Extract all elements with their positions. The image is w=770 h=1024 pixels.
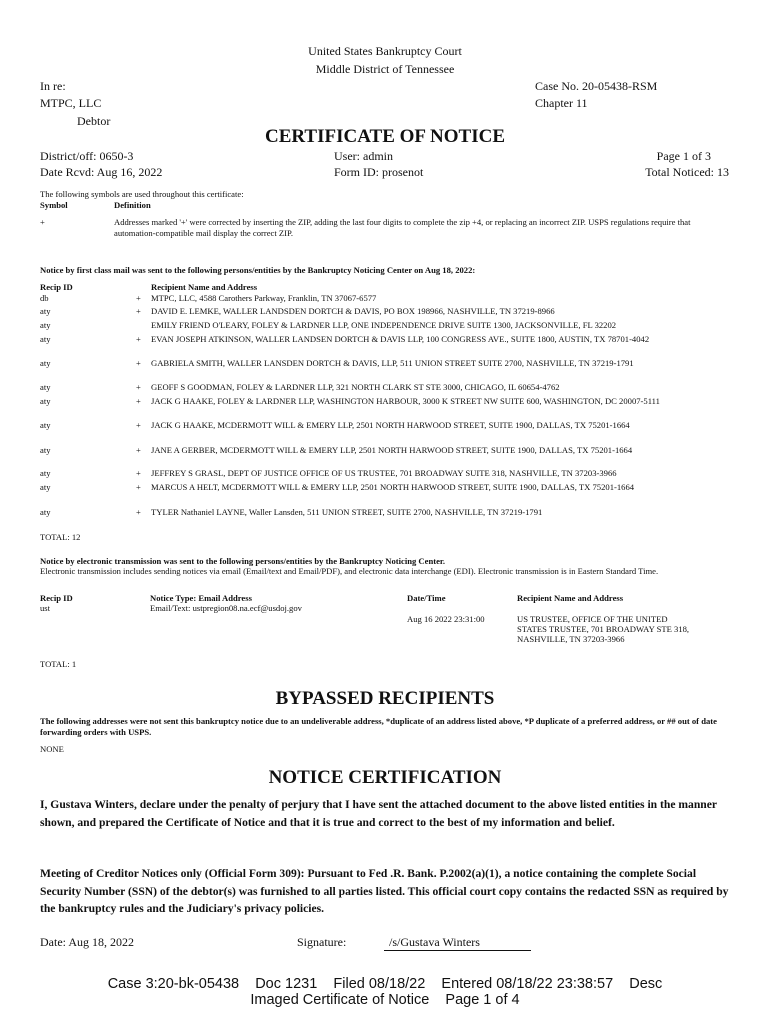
electronic-datetime: Aug 16 2022 23:31:00 <box>407 614 485 624</box>
footer-line-1: Case 3:20-bk-05438 Doc 1231 Filed 08/18/22 Entered 08/18/22 23:38:57 Desc <box>107 976 663 992</box>
certification-ssn-notice: Meeting of Creditor Notices only (Official Form 309): Pursuant to Fed .R. Bank. P.2002(a)(1), a notice containing the complete Social Security Number (SSN) of the debtor(s) was furnished to all parties listed. This official court copy contains the redacted SSN as required by the bankruptcy rules and the Judiciary's privacy policies. <box>40 867 729 915</box>
electronic-email: Email/Text: ustpregion08.na.ecf@usdoj.gov <box>150 603 302 613</box>
electronic-recip-code: ust <box>40 603 51 613</box>
case-number: Case No. 20-05438-RSM <box>535 79 658 93</box>
recip-code: aty <box>40 334 51 344</box>
table-row <box>40 507 730 519</box>
mail-heading: Notice by first class mail was sent to the following persons/entities by the Bankruptcy Noticing Center on Aug 18, 2022: <box>40 265 476 275</box>
plus-marker: + <box>136 482 141 492</box>
table-row <box>40 420 730 442</box>
recip-code: aty <box>40 420 51 430</box>
recip-address: JACK G HAAKE, MCDERMOTT WILL & EMERY LLP, 2501 NORTH HARWOOD STREET, SUITE 1900, DALLAS, TX 75201-1664 <box>151 420 630 430</box>
bypassed-text: The following addresses were not sent this bankruptcy notice due to an undeliverable address, *duplicate of an address listed above, *P duplicate of a preferred address, or ## out of date forwarding orders with USPS. <box>40 716 717 737</box>
col-notice-type: Notice Type: Email Address <box>150 593 252 603</box>
debtor-label: Debtor <box>77 114 111 128</box>
certification-date: Date: Aug 18, 2022 <box>40 935 134 949</box>
signature-line <box>384 950 531 951</box>
col-recip-id: Recip ID <box>40 282 73 292</box>
symbols-intro: The following symbols are used throughout this certificate: <box>40 189 244 199</box>
recip-code: aty <box>40 306 51 316</box>
table-row <box>40 482 730 504</box>
date-received: Date Rcvd: Aug 16, 2022 <box>40 165 163 179</box>
table-row <box>40 358 730 380</box>
recip-address: MARCUS A HELT, MCDERMOTT WILL & EMERY LLP, 2501 NORTH HARWOOD STREET, SUITE 1900, DALLAS, TX 75201-1664 <box>151 482 635 492</box>
footer-line-2: Imaged Certificate of Notice Page 1 of 4 <box>250 992 520 1008</box>
chapter: Chapter 11 <box>535 96 588 110</box>
recip-code: aty <box>40 482 51 492</box>
recip-address: DAVID E. LEMKE, WALLER LANDSDEN DORTCH & DAVIS, PO BOX 198966, NASHVILLE, TN 37219-8966 <box>151 306 555 316</box>
total-noticed: Total Noticed: 13 <box>645 165 729 179</box>
recip-code: aty <box>40 507 51 517</box>
table-row <box>40 468 730 480</box>
signature-label: Signature: <box>297 935 347 949</box>
signature-value: /s/Gustava Winters <box>389 935 480 949</box>
plus-marker: + <box>136 468 141 478</box>
plus-marker: + <box>136 420 141 430</box>
recip-code: aty <box>40 445 51 455</box>
plus-marker: + <box>136 445 141 455</box>
court-district: Middle District of Tennessee <box>315 62 455 76</box>
court-name: United States Bankruptcy Court <box>308 44 462 58</box>
recip-code: aty <box>40 358 51 368</box>
certification-declaration: I, Gustava Winters, declare under the penalty of perjury that I have sent the attached document to the above listed entities in the manner shown, and prepared the Certificate of Notice and that it is true and correct to the best of my information and belief. <box>40 798 717 829</box>
plus-marker: + <box>136 334 141 344</box>
recip-address: EMILY FRIEND O'LEARY, FOLEY & LARDNER LLP, ONE INDEPENDENCE DRIVE SUITE 1300, JACKSONVILLE, FL 32202 <box>151 320 617 330</box>
recip-code: aty <box>40 320 51 330</box>
col-recipient-name: Recipient Name and Address <box>151 282 258 292</box>
table-row <box>40 320 730 332</box>
col-recip-id-electronic: Recip ID <box>40 593 73 603</box>
table-row <box>40 396 730 418</box>
page-count: Page 1 of 3 <box>656 149 711 163</box>
plus-marker: + <box>136 382 141 392</box>
symbol-header: Symbol <box>40 200 68 210</box>
recip-code: db <box>40 293 49 303</box>
col-date-time: Date/Time <box>407 593 446 603</box>
electronic-recipient-line3: NASHVILLE, TN 37203-3966 <box>517 634 625 644</box>
recip-address: EVAN JOSEPH ATKINSON, WALLER LANDSEN DORTCH & DAVIS LLP, 100 CONGRESS AVE., SUITE 1800, AUSTIN, TX 78701-4042 <box>151 334 650 344</box>
symbol-plus: + <box>40 217 45 227</box>
page-title: CERTIFICATE OF NOTICE <box>264 126 506 147</box>
plus-marker: + <box>136 293 141 303</box>
plus-marker: + <box>136 358 141 368</box>
user: User: admin <box>334 149 393 163</box>
bypassed-title: BYPASSED RECIPIENTS <box>275 688 495 709</box>
district-office: District/off: 0650-3 <box>40 149 134 163</box>
debtor-name: MTPC, LLC <box>40 96 102 110</box>
plus-marker: + <box>136 306 141 316</box>
recip-address: JACK G HAAKE, FOLEY & LARDNER LLP, WASHINGTON HARBOUR, 3000 K STREET NW SUITE 600, WASHINGTON, DC 20007-5111 <box>151 396 660 406</box>
symbol-definition: Addresses marked '+' were corrected by inserting the ZIP, adding the last four digits to complete the zip +4, or replacing an incorrect ZIP. USPS regulations require that automation-compatible mail display the correct ZIP. <box>114 217 691 238</box>
table-row <box>40 334 730 356</box>
recip-address: MTPC, LLC, 4588 Carothers Parkway, Franklin, TN 37067-6577 <box>151 293 377 303</box>
electronic-description: Electronic transmission includes sending notices via email (Email/text and Email/PDF), and electronic data interchange (EDI). Electronic transmission is in Eastern Standard Time. <box>40 566 659 576</box>
electronic-heading: Notice by electronic transmission was sent to the following persons/entities by the Bankruptcy Noticing Center. <box>40 556 446 566</box>
recip-address: TYLER Nathaniel LAYNE, Waller Lansden, 511 UNION STREET, SUITE 2700, NASHVILLE, TN 37219-1791 <box>151 507 543 517</box>
recip-code: aty <box>40 382 51 392</box>
electronic-total: TOTAL: 1 <box>40 659 77 669</box>
recip-code: aty <box>40 396 51 406</box>
recip-address: JEFFREY S GRASL, DEPT OF JUSTICE OFFICE OF US TRUSTEE, 701 BROADWAY SUITE 318, NASHVILLE, TN 37203-3966 <box>151 468 617 478</box>
electronic-recipient-line2: STATES TRUSTEE, 701 BROADWAY STE 318, <box>517 624 690 634</box>
definition-header: Definition <box>114 200 151 210</box>
bypassed-none: NONE <box>40 744 64 754</box>
col-recipient-address: Recipient Name and Address <box>517 593 624 603</box>
form-id: Form ID: prosenot <box>334 165 424 179</box>
mail-total: TOTAL: 12 <box>40 532 81 542</box>
recip-address: JANE A GERBER, MCDERMOTT WILL & EMERY LLP, 2501 NORTH HARWOOD STREET, SUITE 1900, DALLAS, TX 75201-1664 <box>151 445 633 455</box>
table-row <box>40 382 730 394</box>
plus-marker: + <box>136 396 141 406</box>
table-row <box>40 293 730 305</box>
table-row <box>40 306 730 318</box>
in-re-label: In re: <box>40 79 66 93</box>
recip-address: GABRIELA SMITH, WALLER LANSDEN DORTCH & DAVIS, LLP, 511 UNION STREET SUITE 2700, NASHVILLE, TN 37219-1791 <box>151 358 634 368</box>
plus-marker: + <box>136 507 141 517</box>
certification-title: NOTICE CERTIFICATION <box>268 767 502 788</box>
recip-code: aty <box>40 468 51 478</box>
recip-address: GEOFF S GOODMAN, FOLEY & LARDNER LLP, 321 NORTH CLARK ST STE 3000, CHICAGO, IL 60654-4762 <box>151 382 560 392</box>
electronic-recipient-line1: US TRUSTEE, OFFICE OF THE UNITED <box>517 614 668 624</box>
table-row <box>40 445 730 467</box>
